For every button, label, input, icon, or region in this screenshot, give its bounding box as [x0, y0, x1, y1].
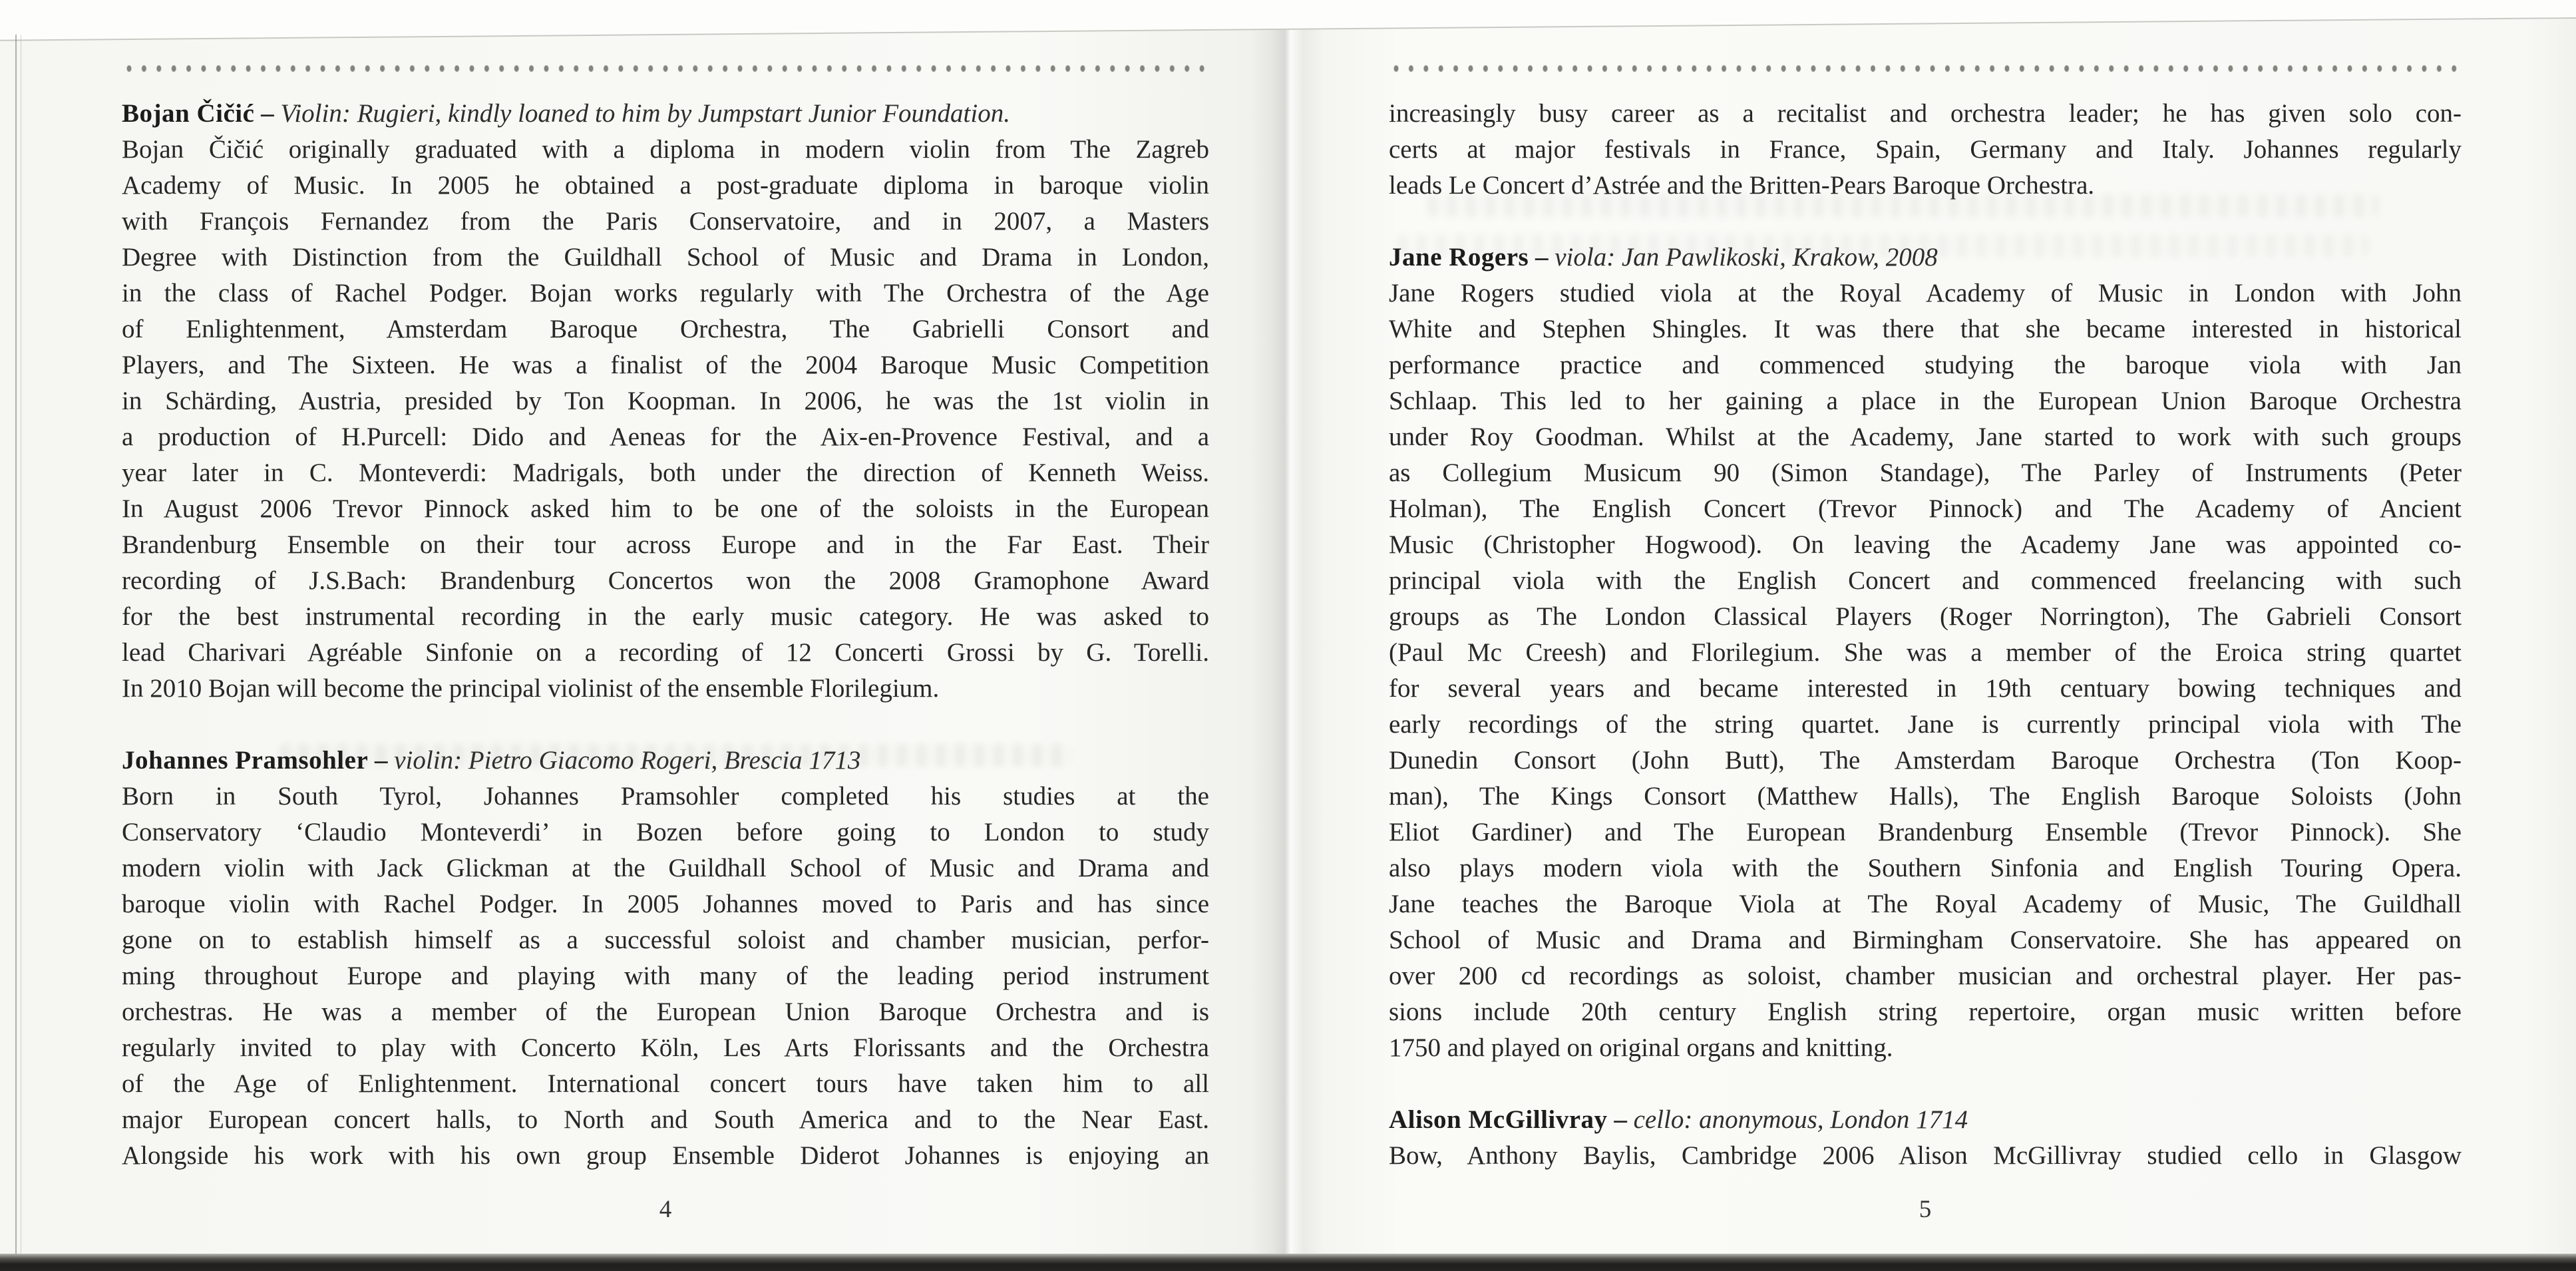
text-line: Bojan Čičić originally graduated with a diploma in modern violin from The Zagreb	[122, 135, 1209, 164]
text-line: man), The Kings Consort (Matthew Halls), The English Baroque Soloists (John	[1389, 782, 2462, 811]
text-line: gone on to establish himself as a successful soloist and chamber musician, perfor-	[122, 926, 1209, 954]
text-line: School of Music and Drama and Birmingham Conservatoire. She has appeared on	[1389, 926, 2462, 954]
musician-name: Bojan Čičić	[122, 99, 255, 128]
page-number-right: 5	[1919, 1196, 1932, 1223]
text-line: 1750 and played on original organs and knitting.	[1389, 1033, 1893, 1062]
text-line: principal viola with the English Concert and commenced freelancing with such	[1389, 566, 2462, 595]
heading-separator: –	[368, 746, 395, 775]
text-line: White and Stephen Shingles. It was there that she became interested in historical	[1389, 315, 2462, 343]
text-line: Jane Rogers studied viola at the Royal Academy of Music in London with John	[1389, 279, 2462, 307]
text-line: for the best instrumental recording in the early music category. He was asked to	[122, 602, 1209, 631]
scan-bottom-band	[0, 1254, 2576, 1271]
text-line: Eliot Gardiner) and The European Brandenburg Ensemble (Trevor Pinnock). She	[1389, 818, 2462, 846]
text-line: Music (Christopher Hogwood). On leaving the Academy Jane was appointed co-	[1389, 530, 2462, 559]
page-right-content	[1389, 96, 2462, 1174]
page-number-left: 4	[659, 1196, 672, 1223]
text-line: In 2010 Bojan will become the principal violinist of the ensemble Florilegium.	[122, 674, 940, 703]
page-left-edge-line	[15, 35, 17, 1256]
dotted-divider-left	[122, 64, 1209, 74]
text-line: sions include 20th century English string repertoire, organ music written before	[1389, 998, 2462, 1026]
text-line: orchestras. He was a member of the European Union Baroque Orchestra and is	[122, 998, 1209, 1026]
page-right	[1288, 0, 2576, 1271]
text-line: Academy of Music. In 2005 he obtained a post-graduate diploma in baroque violin	[122, 171, 1209, 200]
text-line: of the Age of Enlightenment. International concert tours have taken him to all	[122, 1069, 1209, 1098]
text-line: Brandenburg Ensemble on their tour across Europe and in the Far East. Their	[122, 530, 1209, 559]
musician-name: Johannes Pramsohler	[122, 746, 369, 775]
text-line: ming throughout Europe and playing with many of the leading period instrument	[122, 962, 1209, 990]
bio-section-johannes-pramsohler	[122, 743, 1209, 1174]
dotted-divider-right	[1389, 64, 2459, 74]
bio-heading	[122, 743, 1209, 779]
bio-heading	[122, 96, 1209, 132]
musician-name: Jane Rogers	[1389, 243, 1529, 272]
bio-section-alison-mcgillivray	[1389, 1102, 2462, 1174]
bio-heading	[1389, 240, 2462, 275]
text-line: modern violin with Jack Glickman at the Guildhall School of Music and Drama and	[122, 854, 1209, 882]
text-line: Players, and The Sixteen. He was a finalist of the 2004 Baroque Music Competition	[122, 351, 1209, 379]
heading-separator: –	[1607, 1105, 1634, 1134]
bio-heading	[1389, 1102, 2462, 1138]
text-line: in Schärding, Austria, presided by Ton Koopman. In 2006, he was the 1st violin in	[122, 387, 1209, 415]
text-line: leads Le Concert d’Astrée and the Britten-Pears Baroque Orchestra.	[1389, 171, 2095, 200]
text-line: major European concert halls, to North and South America and to the Near East.	[122, 1105, 1209, 1134]
heading-separator: –	[254, 99, 281, 128]
bio-section-johannes-pramsohler-continued	[1389, 96, 2462, 204]
text-line: groups as The London Classical Players (Roger Norrington), The Gabrieli Consort	[1389, 602, 2462, 631]
text-line: Alongside his work with his own group Ensemble Diderot Johannes is enjoying an	[122, 1141, 1209, 1170]
text-line: Degree with Distinction from the Guildhall School of Music and Drama in London,	[122, 243, 1209, 272]
text-line: Bow, Anthony Baylis, Cambridge 2006 Alison McGillivray studied cello in Glasgow	[1389, 1141, 2462, 1170]
text-line: under Roy Goodman. Whilst at the Academy, Jane started to work with such groups	[1389, 423, 2462, 451]
text-line: over 200 cd recordings as soloist, chamber musician and orchestral player. Her pas-	[1389, 962, 2462, 990]
text-line: early recordings of the string quartet. Jane is currently principal viola with The	[1389, 710, 2462, 739]
text-line: in the class of Rachel Podger. Bojan works regularly with The Orchestra of the Age	[122, 279, 1209, 307]
text-line: as Collegium Musicum 90 (Simon Standage), The Parley of Instruments (Peter	[1389, 458, 2462, 487]
text-line: recording of J.S.Bach: Brandenburg Concertos won the 2008 Gramophone Award	[122, 566, 1209, 595]
text-line: a production of H.Purcell: Dido and Aeneas for the Aix-en-Provence Festival, and a	[122, 423, 1209, 451]
text-line: Holman), The English Concert (Trevor Pinnock) and The Academy of Ancient	[1389, 494, 2462, 523]
text-line: of Enlightenment, Amsterdam Baroque Orchestra, The Gabrielli Consort and	[122, 315, 1209, 343]
bio-section-jane-rogers	[1389, 240, 2462, 1066]
heading-separator: –	[1529, 243, 1555, 272]
text-line: performance practice and commenced studying the baroque viola with Jan	[1389, 351, 2462, 379]
instrument-credit: violin: Pietro Giacomo Rogeri, Brescia 1713	[394, 746, 861, 775]
text-line: (Paul Mc Creesh) and Florilegium. She was a member of the Eroica string quartet	[1389, 638, 2462, 667]
text-line: lead Charivari Agréable Sinfonie on a recording of 12 Concerti Grossi by G. Torelli.	[122, 638, 1209, 667]
text-line: also plays modern viola with the Southern Sinfonia and English Touring Opera.	[1389, 854, 2462, 882]
text-line: with François Fernandez from the Paris Conservatoire, and in 2007, a Masters	[122, 207, 1209, 236]
text-line: Born in South Tyrol, Johannes Pramsohler completed his studies at the	[122, 782, 1209, 811]
text-line: In August 2006 Trevor Pinnock asked him to be one of the soloists in the European	[122, 494, 1209, 523]
text-line: increasingly busy career as a recitalist and orchestra leader; he has given solo con-	[1389, 99, 2462, 128]
text-line: for several years and became interested in 19th centuary bowing techniques and	[1389, 674, 2462, 703]
musician-name: Alison McGillivray	[1389, 1105, 1608, 1134]
text-line: Jane teaches the Baroque Viola at The Royal Academy of Music, The Guildhall	[1389, 890, 2462, 918]
text-line: certs at major festivals in France, Spain, Germany and Italy. Johannes regularly	[1389, 135, 2462, 164]
text-line: baroque violin with Rachel Podger. In 2005 Johannes moved to Paris and has since	[122, 890, 1209, 918]
text-line: Schlaap. This led to her gaining a place in the European Union Baroque Orchestra	[1389, 387, 2462, 415]
text-line: Conservatory ‘Claudio Monteverdi’ in Bozen before going to London to study	[122, 818, 1209, 846]
page-left-content	[122, 96, 1209, 1174]
instrument-credit: viola: Jan Pawlikoski, Krakow, 2008	[1555, 243, 1938, 272]
text-line: regularly invited to play with Concerto Köln, Les Arts Florissants and the Orchestra	[122, 1033, 1209, 1062]
text-line: Dunedin Consort (John Butt), The Amsterdam Baroque Orchestra (Ton Koop-	[1389, 746, 2462, 775]
page-gutter-crease	[1250, 0, 1324, 1271]
bio-section-bojan-cicic	[122, 96, 1209, 707]
instrument-credit: Violin: Rugieri, kindly loaned to him by Jumpstart Junior Foundation.	[280, 99, 1010, 128]
text-line: year later in C. Monteverdi: Madrigals, both under the direction of Kenneth Weiss.	[122, 458, 1209, 487]
instrument-credit: cello: anonymous, London 1714	[1633, 1105, 1968, 1134]
